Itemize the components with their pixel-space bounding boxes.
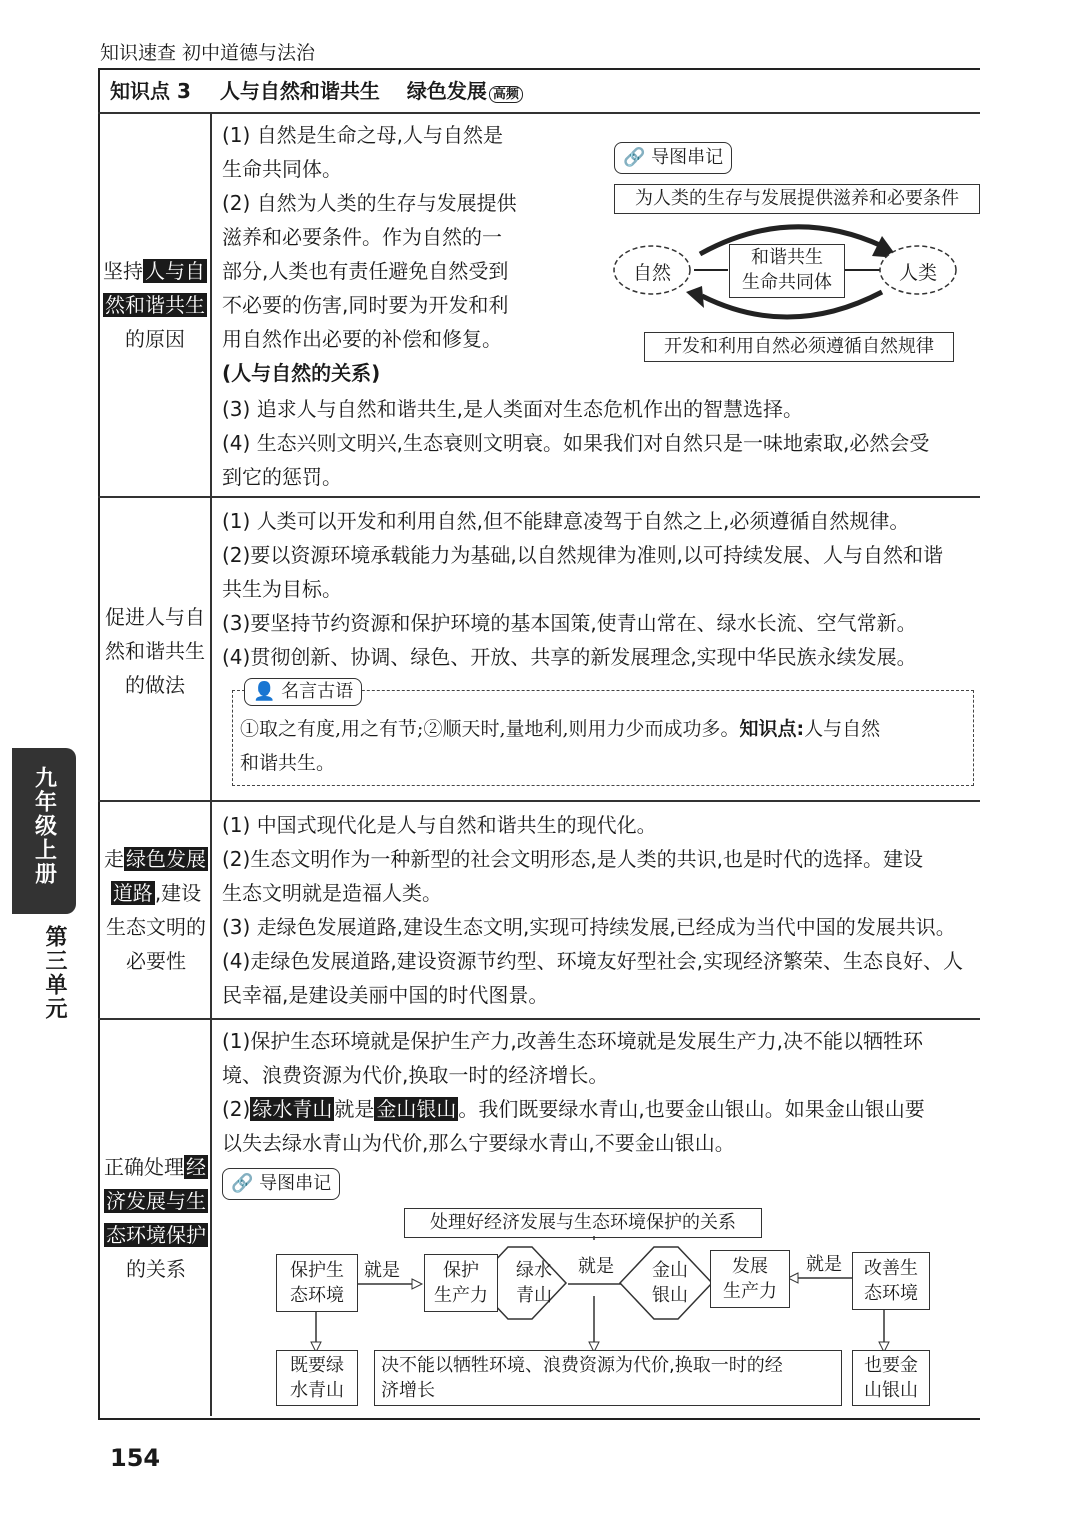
- row2-p2b: 共生为目标。: [222, 577, 342, 601]
- row1-label-hl2: 然和谐共生: [105, 293, 205, 317]
- link-icon: 🔗: [623, 147, 646, 168]
- diagram-title-box: 处理好经济发展与生态环境保护的关系: [404, 1208, 762, 1238]
- hex-gold-mountain: [644, 1258, 696, 1308]
- row4-p1: (1)保护生态环境就是保护生产力,改善生态环境就是发展生产力,决不能以牺牲环: [222, 1029, 924, 1053]
- row3-p2: (2)生态文明作为一种新型的社会文明形态,是人类的共识,也是时代的选择。建设: [222, 847, 924, 871]
- row3-label: [100, 842, 212, 978]
- center-line2: 生命共同体: [742, 272, 832, 293]
- reader-icon: 👤: [253, 681, 276, 702]
- row3-text: [222, 808, 978, 1012]
- row4-p2b: 以失去绿水青山为代价,那么宁要绿水青山,不要金山银山。: [222, 1131, 735, 1155]
- row1-label-hl1: 人与自: [145, 259, 205, 283]
- row4-p1b: 境、浪费资源为代价,换取一时的经济增长。: [222, 1063, 609, 1087]
- row2-label3: 的做法: [125, 673, 185, 697]
- box-need-green: [276, 1350, 358, 1406]
- row1-p2: (2) 自然为人类的生存与发展提供: [222, 191, 517, 215]
- row4-label-post: 的关系: [126, 1257, 186, 1281]
- row1-p2d: 不必要的伤害,同时要为开发和利: [222, 293, 509, 317]
- row3-label-post1: ,建设: [154, 881, 202, 905]
- row2-label1: 促进人与自: [105, 605, 205, 629]
- diagram-top-box: 为人类的生存与发展提供滋养和必要条件: [614, 184, 980, 214]
- knowledge-point-title: [110, 76, 523, 110]
- row1-p2e: 用自然作出必要的补偿和修复。: [222, 327, 502, 351]
- label-is-2: 就是: [578, 1256, 614, 1277]
- grade-label: 九年级上册: [31, 766, 57, 886]
- row4-diagram-tag-text: 导图串记: [259, 1173, 332, 1194]
- row4-label-hl2: 济发展与生: [106, 1189, 206, 1213]
- h1-line2: 青山: [516, 1285, 552, 1306]
- row3-p2b: 生态文明就是造福人类。: [222, 881, 442, 905]
- row4-diagram-tag: [222, 1168, 340, 1200]
- quote-text: [240, 712, 968, 780]
- row1-p2c: 部分,人类也有责任避免自然受到: [222, 259, 509, 283]
- b2-line1: 保护: [443, 1260, 479, 1281]
- hex-green-mountain: [508, 1258, 560, 1308]
- row2-p4: (4)贯彻创新、协调、绿色、开放、共享的新发展理念,实现中华民族永续发展。: [222, 645, 917, 669]
- c1-line2: 水青山: [290, 1380, 344, 1401]
- b1-line1: 保护生: [290, 1260, 344, 1281]
- row4-label: [100, 1150, 212, 1286]
- diagram-bottom-box: 开发和利用自然必须遵循自然规律: [644, 332, 954, 362]
- row2-label: [100, 600, 210, 702]
- row1-text-left: [222, 118, 602, 390]
- c2-line2: 济增长: [381, 1380, 435, 1401]
- diagram-nature: 自然: [632, 262, 671, 284]
- link-icon: 🔗: [231, 1173, 254, 1194]
- row2-p3: (3)要坚持节约资源和保护环境的基本国策,使青山常在、绿水长流、空气常新。: [222, 611, 917, 635]
- kp-title: 人与自然和谐共生: [219, 79, 380, 103]
- label-is-1: 就是: [364, 1260, 400, 1281]
- row3-label3: 必要性: [126, 949, 186, 973]
- center-line1: 和谐共生: [751, 247, 823, 268]
- row1-p4b: 到它的惩罚。: [222, 465, 342, 489]
- box-improve-env: [852, 1252, 930, 1310]
- row2-p2: (2)要以资源环境承载能力为基础,以自然规律为准则,以可持续发展、人与自然和谐: [222, 543, 944, 567]
- b4-line1: 改善生: [864, 1258, 918, 1279]
- row3-label-pre: 走: [104, 847, 124, 871]
- row1-p2b: 滋养和必要条件。作为自然的一: [222, 225, 502, 249]
- row1-label: [100, 254, 210, 356]
- quote-tag-text: 名言古语: [281, 681, 354, 702]
- box-protect-env: [276, 1254, 358, 1312]
- row1-p3: (3) 追求人与自然和谐共生,是人类面对生态危机作出的智慧选择。: [222, 397, 804, 421]
- b4-line2: 态环境: [864, 1283, 918, 1304]
- unit-label: 第三单元: [42, 925, 67, 1021]
- h2-line1: 金山: [652, 1260, 688, 1281]
- quote-kp: 人与自然: [804, 718, 881, 740]
- c3-line1: 也要金: [864, 1355, 918, 1376]
- row1-p4: (4) 生态兴则文明兴,生态衰则文明衰。如果我们对自然只是一味地索取,必然会受: [222, 431, 930, 455]
- c2-line1: 决不能以牺牲环境、浪费资源为代价,换取一时的经: [381, 1355, 783, 1376]
- label-is-3: 就是: [806, 1254, 842, 1275]
- diagram-center-box: [729, 244, 845, 298]
- row2-p1: (1) 人类可以开发和利用自然,但不能肆意凌驾于自然之上,必须遵循自然规律。: [222, 509, 910, 533]
- page-number: 154: [110, 1444, 161, 1472]
- row4-p2-hl1: 绿水青山: [252, 1097, 333, 1121]
- row1-text-wide: [222, 392, 978, 494]
- row2-text: [222, 504, 978, 674]
- b2-line2: 生产力: [434, 1285, 488, 1306]
- box-develop-productivity: [710, 1250, 790, 1308]
- row4-p2-post: 。我们既要绿水青山,也要金山银山。如果金山银山要: [458, 1097, 925, 1121]
- row1-p2f: (人与自然的关系): [222, 361, 381, 385]
- row4-text: [222, 1024, 978, 1160]
- box-never-sacrifice: [374, 1350, 842, 1406]
- row1-diagram-tag: [614, 142, 732, 174]
- c1-line1: 既要绿: [290, 1355, 344, 1376]
- quote-body: ①取之有度,用之有节;②顺天时,量地利,则用力少而成功多。: [240, 718, 740, 740]
- row3-p4b: 民幸福,是建设美丽中国的时代图景。: [222, 983, 549, 1007]
- row1-label-pre: 坚持: [103, 259, 143, 283]
- row4-label-hl1: 经: [186, 1155, 206, 1179]
- row3-p3: (3) 走绿色发展道路,建设生态文明,实现可持续发展,已经成为当代中国的发展共识。: [222, 915, 956, 939]
- row1-p1: (1) 自然是生命之母,人与自然是: [222, 123, 504, 147]
- row4-p2-hl2: 金山银山: [376, 1097, 457, 1121]
- row3-label2: 生态文明的: [106, 915, 206, 939]
- b1-line2: 态环境: [290, 1285, 344, 1306]
- c3-line2: 山银山: [864, 1380, 918, 1401]
- h2-line2: 银山: [652, 1285, 688, 1306]
- running-header: 知识速查 初中道德与法治: [100, 42, 316, 64]
- kp-label: 知识点 3: [110, 79, 191, 103]
- frequency-badge: 高频: [489, 86, 523, 103]
- row4-label-pre: 正确处理: [104, 1155, 184, 1179]
- row4-label-hl3: 态环境保护: [106, 1223, 206, 1247]
- row4-p2-pre: (2): [222, 1097, 251, 1121]
- quote-kp-label: 知识点:: [739, 718, 805, 740]
- row3-p1: (1) 中国式现代化是人与自然和谐共生的现代化。: [222, 813, 657, 837]
- grade-tab: [12, 748, 76, 914]
- box-protect-productivity: [424, 1254, 498, 1312]
- row3-p4: (4)走绿色发展道路,建设资源节约型、环境友好型社会,实现经济繁荣、生态良好、人: [222, 949, 964, 973]
- row4-p2-mid: 就是: [334, 1097, 375, 1121]
- diagram-human: 人类: [898, 262, 937, 284]
- b3-line2: 生产力: [723, 1281, 777, 1302]
- b3-line1: 发展: [732, 1256, 768, 1277]
- kp-subtitle: 绿色发展: [406, 79, 487, 103]
- row1-label-post: 的原因: [125, 327, 185, 351]
- row3-label-hl2: 道路: [112, 881, 153, 905]
- row1-p1b: 生命共同体。: [222, 157, 342, 181]
- quote-kp2: 和谐共生。: [240, 752, 336, 774]
- box-need-gold: [852, 1350, 930, 1406]
- row1-diagram-tag-text: 导图串记: [651, 147, 724, 168]
- row3-label-hl1: 绿色发展: [126, 847, 206, 871]
- h1-line1: 绿水: [516, 1260, 552, 1281]
- quote-tag: [244, 678, 362, 706]
- row2-label2: 然和谐共生: [105, 639, 205, 663]
